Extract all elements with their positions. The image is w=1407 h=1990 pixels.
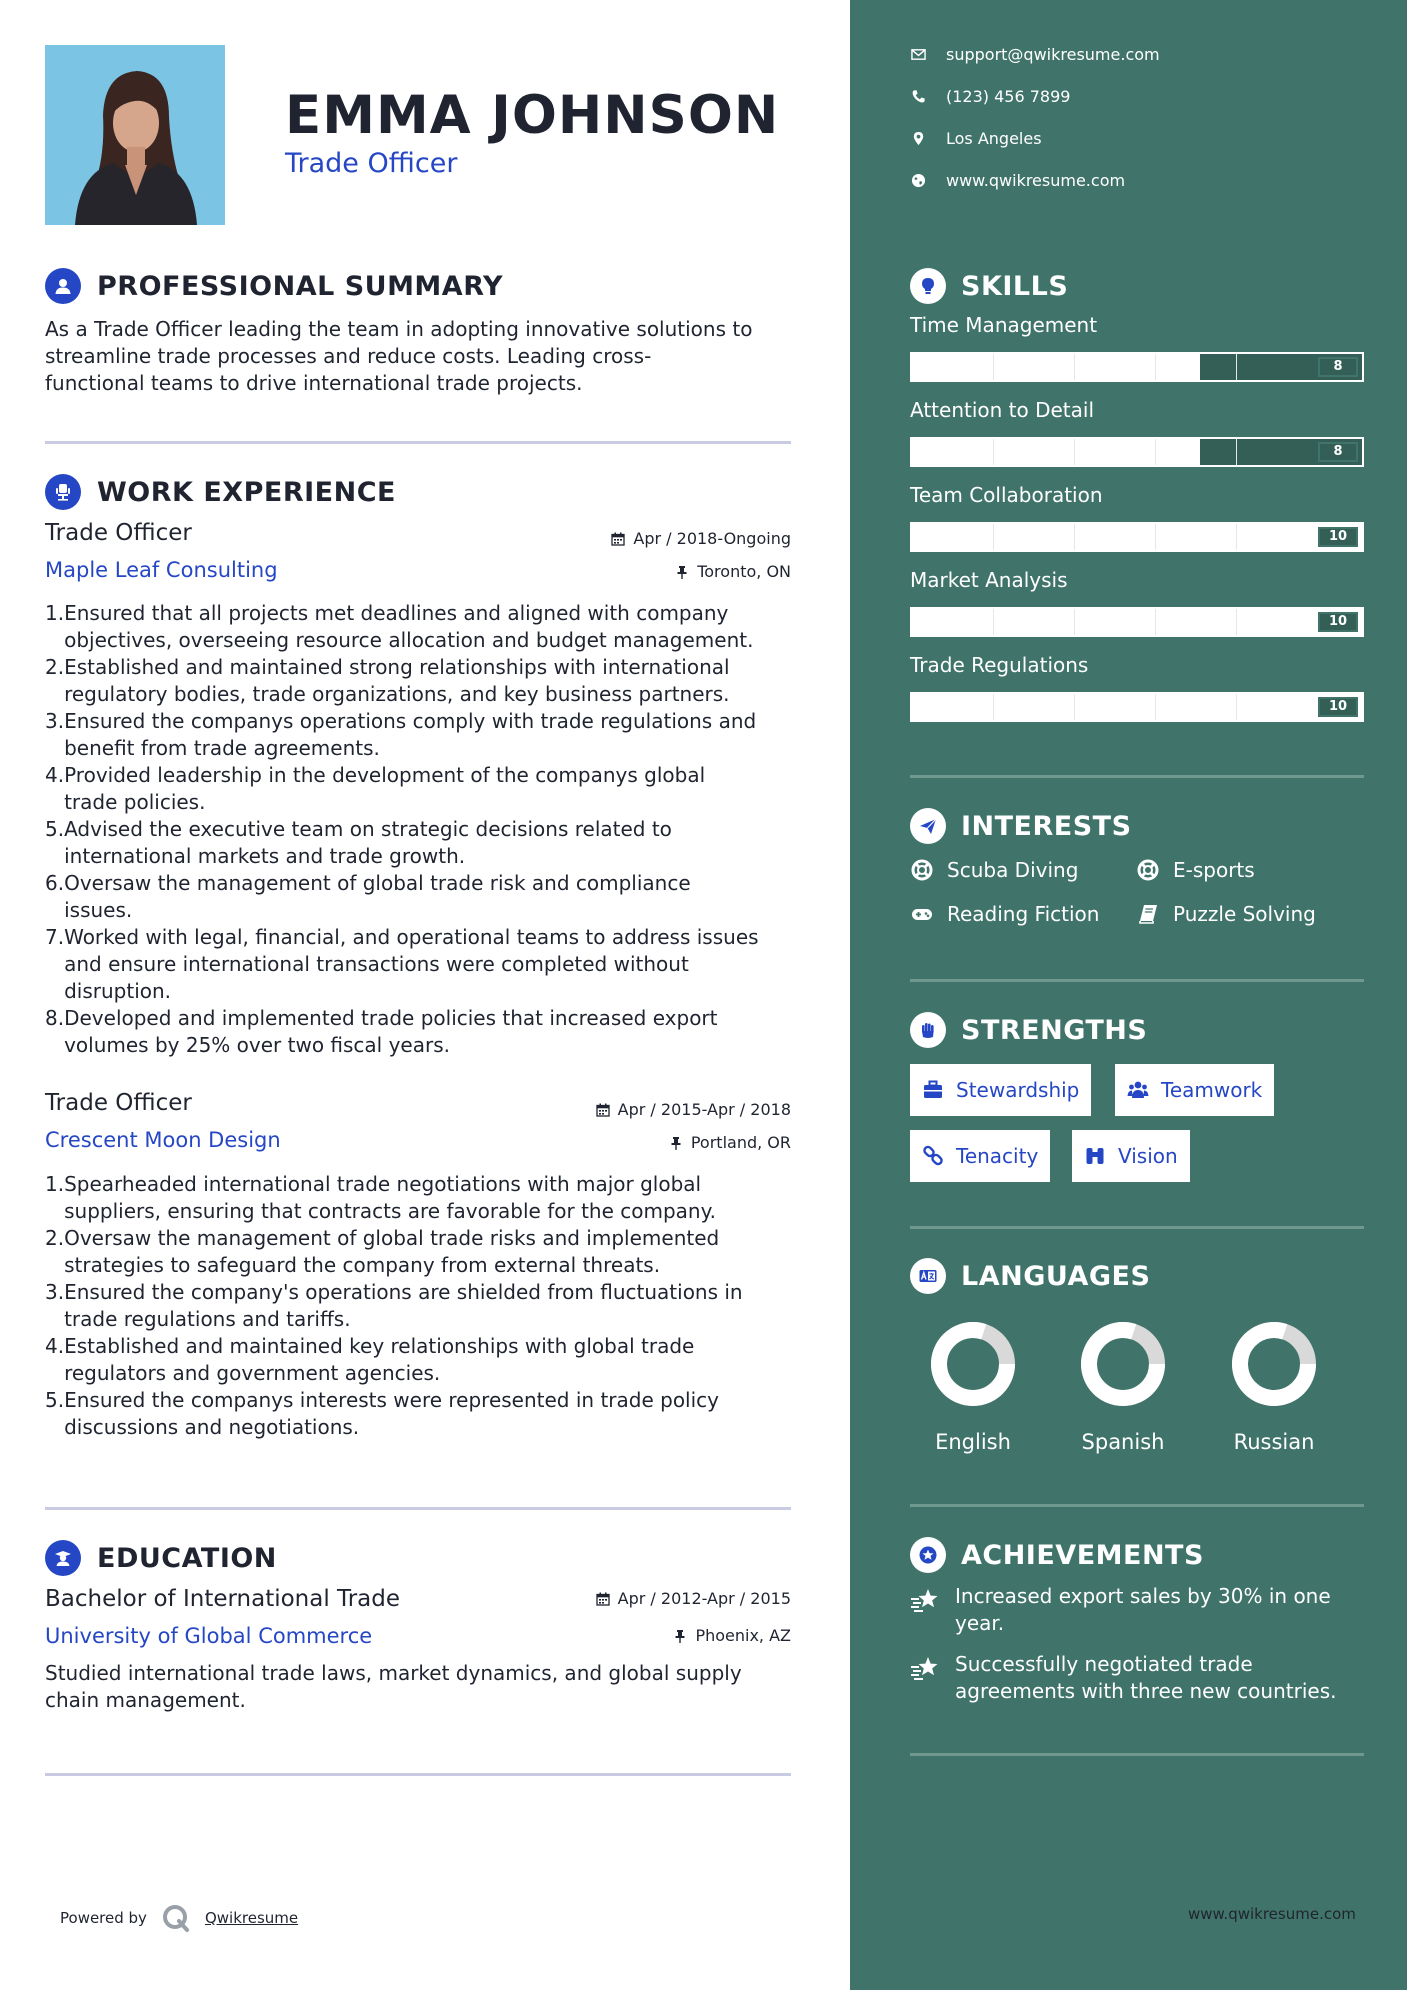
link-icon bbox=[920, 1145, 946, 1167]
section-divider bbox=[45, 1773, 791, 1776]
education-date-text: Apr / 2012-Apr / 2015 bbox=[617, 1589, 791, 1608]
education-heading bbox=[45, 1538, 277, 1578]
strength-label: Tenacity bbox=[956, 1144, 1039, 1168]
job-bullets bbox=[45, 600, 805, 1059]
job-location bbox=[669, 1133, 791, 1152]
skill-bar-segment bbox=[1155, 694, 1156, 720]
strength-badge bbox=[1072, 1130, 1190, 1182]
interest-label: Reading Fiction bbox=[947, 902, 1100, 926]
skill-bar bbox=[910, 437, 1364, 467]
list-item: 3. Ensured the companys operations comply with trade regulations and benefit from trade agreements. bbox=[45, 709, 757, 760]
paper-plane-icon bbox=[910, 808, 946, 844]
contact-email-text: support@qwikresume.com bbox=[946, 44, 1160, 64]
footer-url[interactable]: www.qwikresume.com bbox=[1188, 1905, 1356, 1923]
skill-bar-segment bbox=[1155, 354, 1156, 380]
list-item: 5. Ensured the companys interests were represented in trade policy discussions and negotiations. bbox=[45, 1388, 720, 1439]
powered-by bbox=[60, 1903, 298, 1933]
calendar-icon bbox=[596, 1592, 610, 1606]
list-item: 4. Provided leadership in the development of the companys global trade policies. bbox=[45, 763, 706, 814]
skill-bar-segment bbox=[1074, 609, 1075, 635]
skill-name: Market Analysis bbox=[910, 568, 1068, 592]
list-item: 3. Ensured the company's operations are shielded from fluctuations in trade regulations and tariffs. bbox=[45, 1280, 743, 1331]
education-location bbox=[673, 1626, 791, 1645]
achievement-line: Successfully negotiated trade bbox=[955, 1652, 1253, 1676]
section-divider bbox=[45, 1507, 791, 1510]
language-item bbox=[1204, 1320, 1344, 1454]
star-speed-icon bbox=[910, 1651, 944, 1705]
pin-icon bbox=[673, 1629, 687, 1643]
section-divider bbox=[910, 775, 1364, 778]
interests-heading-text: INTERESTS bbox=[961, 810, 1132, 842]
users-icon bbox=[1125, 1079, 1151, 1101]
skill-item bbox=[910, 480, 1364, 552]
skill-bar bbox=[910, 522, 1364, 552]
summary-line: As a Trade Officer leading the team in adopting innovative solutions to bbox=[45, 317, 753, 341]
strength-badge bbox=[910, 1130, 1050, 1182]
job-date bbox=[596, 1100, 791, 1119]
achievement-item bbox=[910, 1651, 1370, 1705]
job-bullets bbox=[45, 1171, 805, 1441]
contact-website[interactable] bbox=[910, 168, 1125, 192]
language-icon bbox=[910, 1258, 946, 1294]
calendar-icon bbox=[596, 1103, 610, 1117]
skill-bar-segment bbox=[1236, 354, 1237, 380]
languages-heading-text: LANGUAGES bbox=[961, 1260, 1151, 1292]
achievement-line: year. bbox=[955, 1611, 1005, 1635]
skill-bar bbox=[910, 692, 1364, 722]
list-item: 4. Established and maintained key relationships with global trade regulators and government agencies. bbox=[45, 1334, 695, 1385]
interest-item bbox=[1136, 858, 1255, 882]
contact-phone-text: (123) 456 7899 bbox=[946, 86, 1071, 106]
language-level-ring bbox=[1079, 1320, 1167, 1408]
list-item: 8. Developed and implemented trade policies that increased export volumes by 25% over two fiscal years. bbox=[45, 1006, 718, 1057]
education-location-text: Phoenix, AZ bbox=[695, 1626, 791, 1645]
achievements-heading bbox=[910, 1535, 1204, 1575]
profile-photo bbox=[45, 45, 225, 225]
job-title: Trade Officer bbox=[45, 520, 192, 546]
list-item: 1. Spearheaded international trade negotiations with major global suppliers, ensuring that contracts are favorable for the company. bbox=[45, 1172, 716, 1223]
summary-heading bbox=[45, 266, 503, 306]
hand-icon bbox=[910, 1012, 946, 1048]
degree-title: Bachelor of International Trade bbox=[45, 1586, 401, 1612]
summary-line: functional teams to drive international trade projects. bbox=[45, 371, 583, 395]
achievement-item bbox=[910, 1583, 1370, 1637]
job-title: Trade Officer bbox=[45, 1090, 192, 1116]
skill-bar-segment bbox=[1074, 439, 1075, 465]
candidate-role: Trade Officer bbox=[285, 148, 458, 179]
language-name: English bbox=[935, 1430, 1011, 1454]
education-line: Studied international trade laws, market dynamics, and global supply bbox=[45, 1661, 742, 1685]
language-name: Russian bbox=[1233, 1430, 1315, 1454]
skill-bar-segment bbox=[1236, 439, 1237, 465]
language-level-ring bbox=[929, 1320, 1017, 1408]
summary-line: streamline trade processes and reduce costs. Leading cross- bbox=[45, 344, 652, 368]
achievement-line: agreements with three new countries. bbox=[955, 1679, 1337, 1703]
qwikresume-logo-icon bbox=[161, 1903, 191, 1933]
skill-bar-segment bbox=[1074, 524, 1075, 550]
skill-bar-segment bbox=[1236, 524, 1237, 550]
strength-badge bbox=[1115, 1064, 1274, 1116]
pin-icon bbox=[669, 1136, 683, 1150]
strength-label: Vision bbox=[1118, 1144, 1178, 1168]
achievements-heading-text: ACHIEVEMENTS bbox=[961, 1539, 1204, 1571]
language-item bbox=[903, 1320, 1043, 1454]
contact-location-text: Los Angeles bbox=[946, 128, 1042, 148]
skill-bar-segment bbox=[1236, 609, 1237, 635]
graduate-icon bbox=[45, 1540, 81, 1576]
interest-item bbox=[1136, 902, 1316, 926]
briefcase-icon bbox=[920, 1079, 946, 1101]
brand-link[interactable]: Qwikresume bbox=[204, 1909, 299, 1927]
strength-label: Teamwork bbox=[1161, 1078, 1263, 1102]
education-line: chain management. bbox=[45, 1688, 246, 1712]
skill-bar-segment bbox=[993, 439, 994, 465]
education-description bbox=[45, 1660, 795, 1714]
skill-level-badge: 10 bbox=[1318, 697, 1358, 717]
strengths-heading-text: STRENGTHS bbox=[961, 1014, 1148, 1046]
gamepad-icon bbox=[910, 902, 934, 926]
skill-bar-fill bbox=[912, 354, 1200, 380]
skill-name: Team Collaboration bbox=[910, 483, 1103, 507]
list-item: 2. Established and maintained strong relationships with international regulatory bodies, trade organizations, and key business partners. bbox=[45, 655, 730, 706]
experience-heading bbox=[45, 472, 396, 512]
chair-icon bbox=[45, 474, 81, 510]
education-heading-text: EDUCATION bbox=[97, 1542, 277, 1574]
school-name: University of Global Commerce bbox=[45, 1624, 373, 1648]
skill-item bbox=[910, 395, 1364, 467]
interest-label: Puzzle Solving bbox=[1173, 902, 1316, 926]
skill-bar-fill bbox=[912, 609, 1362, 635]
summary-text bbox=[45, 316, 795, 397]
job-location bbox=[675, 562, 791, 581]
skill-bar-segment bbox=[1155, 439, 1156, 465]
skill-bar-fill bbox=[912, 524, 1362, 550]
lightbulb-icon bbox=[910, 268, 946, 304]
job-location-text: Portland, OR bbox=[690, 1133, 791, 1152]
profile-photo-image bbox=[45, 45, 225, 225]
skill-item bbox=[910, 650, 1364, 722]
skill-bar-segment bbox=[1236, 694, 1237, 720]
candidate-name: EMMA JOHNSON bbox=[285, 85, 780, 146]
list-item: 2. Oversaw the management of global trade risks and implemented strategies to safeguard the company from external threats. bbox=[45, 1226, 720, 1277]
skill-item bbox=[910, 310, 1364, 382]
skill-level-badge: 10 bbox=[1318, 527, 1358, 547]
skill-bar bbox=[910, 352, 1364, 382]
section-divider bbox=[910, 1226, 1364, 1229]
contact-phone[interactable] bbox=[910, 84, 1070, 108]
education-date bbox=[596, 1589, 791, 1608]
life-ring-icon bbox=[1136, 858, 1160, 882]
section-divider bbox=[910, 1753, 1364, 1756]
skill-level-badge: 8 bbox=[1318, 357, 1358, 377]
list-item: 7. Worked with legal, financial, and operational teams to address issues and ensure international transactions were completed without disruption. bbox=[45, 925, 759, 1003]
job-date-text: Apr / 2015-Apr / 2018 bbox=[617, 1100, 791, 1119]
skill-name: Time Management bbox=[910, 313, 1098, 337]
list-item: 6. Oversaw the management of global trade risk and compliance issues. bbox=[45, 871, 691, 922]
interest-label: Scuba Diving bbox=[947, 858, 1079, 882]
skill-level-badge: 8 bbox=[1318, 442, 1358, 462]
award-star-icon bbox=[910, 1537, 946, 1573]
skill-bar-segment bbox=[993, 524, 994, 550]
language-item bbox=[1053, 1320, 1193, 1454]
powered-by-text: Powered by bbox=[60, 1909, 147, 1927]
job-date bbox=[611, 529, 791, 548]
skill-name: Attention to Detail bbox=[910, 398, 1095, 422]
contact-location bbox=[910, 126, 1042, 150]
user-circle-icon bbox=[45, 268, 81, 304]
skill-bar-segment bbox=[993, 354, 994, 380]
list-item: 5. Advised the executive team on strategic decisions related to international markets and trade growth. bbox=[45, 817, 672, 868]
section-divider bbox=[45, 441, 791, 444]
experience-heading-text: WORK EXPERIENCE bbox=[97, 476, 396, 508]
strength-label: Stewardship bbox=[956, 1078, 1080, 1102]
skill-bar-segment bbox=[1074, 354, 1075, 380]
list-item: 1. Ensured that all projects met deadlines and aligned with company objectives, overseeing resource allocation and budget management. bbox=[45, 601, 754, 652]
skills-heading-text: SKILLS bbox=[961, 270, 1069, 302]
skill-name: Trade Regulations bbox=[910, 653, 1089, 677]
calendar-icon bbox=[611, 532, 625, 546]
star-speed-icon bbox=[910, 1583, 944, 1637]
skill-bar-fill bbox=[912, 694, 1362, 720]
book-icon bbox=[1136, 902, 1160, 926]
language-level-ring bbox=[1230, 1320, 1318, 1408]
job-location-text: Toronto, ON bbox=[697, 562, 791, 581]
skill-level-badge: 10 bbox=[1318, 612, 1358, 632]
language-name: Spanish bbox=[1081, 1430, 1165, 1454]
contact-website-text: www.qwikresume.com bbox=[946, 170, 1126, 190]
languages-heading bbox=[910, 1256, 1150, 1296]
skill-bar-segment bbox=[1074, 694, 1075, 720]
skill-bar bbox=[910, 607, 1364, 637]
interest-item bbox=[910, 858, 1078, 882]
job-date-text: Apr / 2018-Ongoing bbox=[633, 529, 791, 548]
contact-email[interactable] bbox=[910, 42, 1160, 66]
globe-icon bbox=[910, 172, 926, 188]
sidebar bbox=[850, 0, 1407, 1990]
skill-bar-segment bbox=[1155, 609, 1156, 635]
section-divider bbox=[910, 1504, 1364, 1507]
skill-bar-fill bbox=[912, 439, 1200, 465]
phone-icon bbox=[910, 88, 926, 104]
interests-heading bbox=[910, 806, 1132, 846]
interest-label: E-sports bbox=[1173, 858, 1255, 882]
map-marker-icon bbox=[910, 130, 926, 146]
achievement-line: Increased export sales by 30% in one bbox=[955, 1584, 1331, 1608]
binoculars-icon bbox=[1082, 1145, 1108, 1167]
life-ring-icon bbox=[910, 858, 934, 882]
skill-item bbox=[910, 565, 1364, 637]
summary-heading-text: PROFESSIONAL SUMMARY bbox=[97, 270, 504, 302]
interest-item bbox=[910, 902, 1099, 926]
section-divider bbox=[910, 979, 1364, 982]
job-company: Maple Leaf Consulting bbox=[45, 558, 278, 582]
envelope-icon bbox=[910, 46, 926, 62]
pin-icon bbox=[675, 565, 689, 579]
skill-bar-segment bbox=[993, 609, 994, 635]
strength-badge bbox=[910, 1064, 1091, 1116]
strengths-heading bbox=[910, 1010, 1147, 1050]
job-company: Crescent Moon Design bbox=[45, 1128, 281, 1152]
skill-bar-segment bbox=[1155, 524, 1156, 550]
skill-bar-segment bbox=[993, 694, 994, 720]
skills-heading bbox=[910, 266, 1068, 306]
